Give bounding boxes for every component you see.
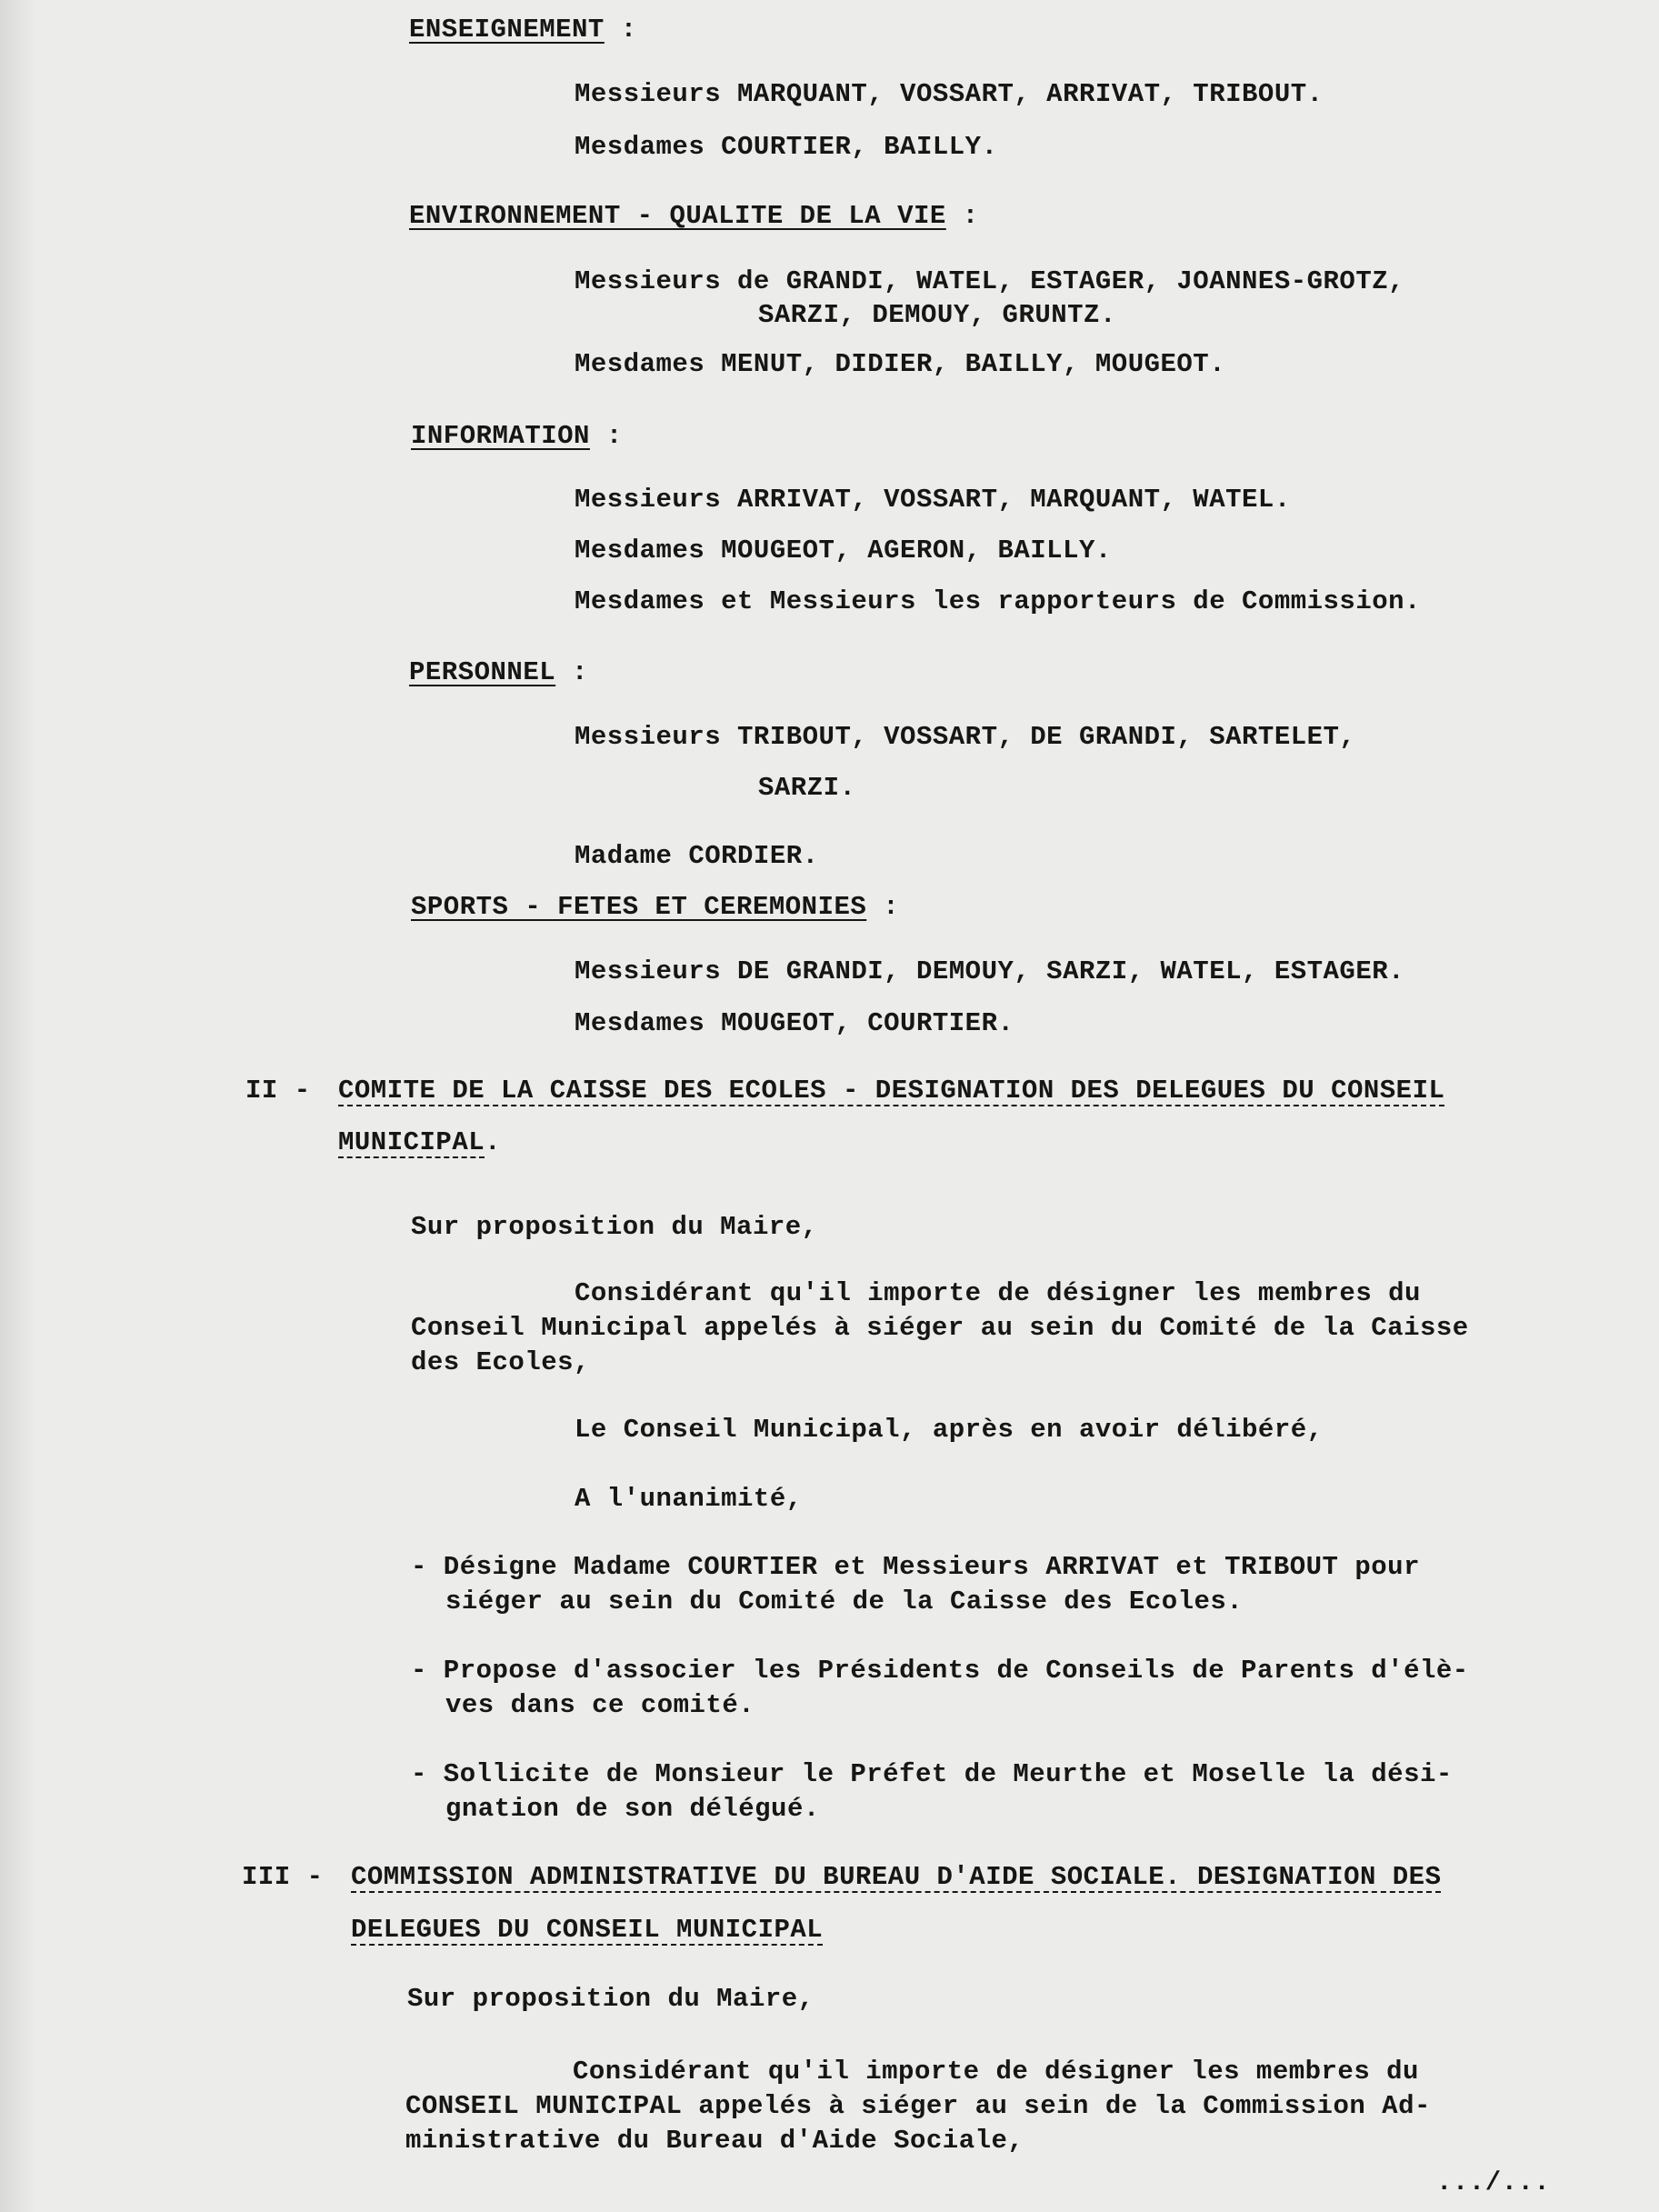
section-iii-title-line1: COMMISSION ADMINISTRATIVE DU BUREAU D'AIDE SOCIALE. DESIGNATION DES <box>351 1862 1442 1892</box>
heading-sports: SPORTS - FETES ET CEREMONIES : <box>411 892 900 922</box>
section-ii-item-2a: - Propose d'associer les Présidents de Conseils de Parents d'élè- <box>411 1656 1469 1686</box>
section-ii-title-line2: MUNICIPAL. <box>338 1127 502 1157</box>
heading-enseignement: ENSEIGNEMENT : <box>409 15 637 45</box>
sports-mesdames: Mesdames MOUGEOT, COURTIER. <box>575 1008 1014 1038</box>
section-ii-item-3a: - Sollicite de Monsieur le Préfet de Meurthe et Moselle la dési- <box>411 1759 1453 1789</box>
section-iii-considerant-2: CONSEIL MUNICIPAL appelés à siéger au sein de la Commission Ad- <box>405 2091 1431 2121</box>
section-ii-deliberation: Le Conseil Municipal, après en avoir délibéré, <box>575 1415 1324 1445</box>
personnel-messieurs-cont: SARZI. <box>758 773 856 803</box>
section-ii-title-line1: COMITE DE LA CAISSE DES ECOLES - DESIGNATION DES DELEGUES DU CONSEIL <box>338 1076 1445 1106</box>
section-ii-considerant-2: Conseil Municipal appelés à siéger au sein du Comité de la Caisse <box>411 1313 1469 1343</box>
section-ii-proposal: Sur proposition du Maire, <box>411 1212 818 1242</box>
environnement-messieurs: Messieurs de GRANDI, WATEL, ESTAGER, JOANNES-GROTZ, <box>575 266 1405 296</box>
section-ii-considerant-3: des Ecoles, <box>411 1347 590 1377</box>
section-iii-considerant-1: Considérant qu'il importe de désigner les membres du <box>573 2057 1419 2087</box>
section-ii-item-1b: siéger au sein du Comité de la Caisse des Ecoles. <box>445 1586 1244 1616</box>
continuation-marker: .../... <box>1436 2167 1551 2197</box>
section-ii-item-3b: gnation de son délégué. <box>445 1794 820 1824</box>
information-mesdames: Mesdames MOUGEOT, AGERON, BAILLY. <box>575 535 1112 566</box>
section-iii-considerant-3: ministrative du Bureau d'Aide Sociale, <box>405 2126 1024 2156</box>
section-iii-proposal: Sur proposition du Maire, <box>407 1984 815 2014</box>
heading-information: INFORMATION : <box>411 421 623 451</box>
section-iii-title-line2: DELEGUES DU CONSEIL MUNICIPAL <box>351 1915 824 1945</box>
heading-environnement: ENVIRONNEMENT - QUALITE DE LA VIE : <box>409 201 979 231</box>
section-ii-item-1a: - Désigne Madame COURTIER et Messieurs ARRIVAT et TRIBOUT pour <box>411 1552 1420 1582</box>
personnel-madame: Madame CORDIER. <box>575 841 819 871</box>
page-edge-shadow <box>0 0 36 2212</box>
environnement-mesdames: Mesdames MENUT, DIDIER, BAILLY, MOUGEOT. <box>575 349 1226 379</box>
enseignement-mesdames: Mesdames COURTIER, BAILLY. <box>575 132 998 162</box>
section-ii-considerant-1: Considérant qu'il importe de désigner les membres du <box>575 1278 1421 1308</box>
information-messieurs: Messieurs ARRIVAT, VOSSART, MARQUANT, WATEL. <box>575 485 1291 515</box>
information-rapporteurs: Mesdames et Messieurs les rapporteurs de Commission. <box>575 586 1421 616</box>
section-ii-item-2b: ves dans ce comité. <box>445 1690 755 1720</box>
environnement-messieurs-cont: SARZI, DEMOUY, GRUNTZ. <box>758 300 1116 330</box>
section-iii-number: III - <box>242 1862 324 1892</box>
sports-messieurs: Messieurs DE GRANDI, DEMOUY, SARZI, WATEL, ESTAGER. <box>575 956 1405 986</box>
heading-personnel: PERSONNEL : <box>409 657 588 687</box>
section-ii-unanimity: A l'unanimité, <box>575 1484 803 1514</box>
personnel-messieurs: Messieurs TRIBOUT, VOSSART, DE GRANDI, SARTELET, <box>575 722 1356 752</box>
section-ii-number: II - <box>245 1076 311 1106</box>
enseignement-messieurs: Messieurs MARQUANT, VOSSART, ARRIVAT, TRIBOUT. <box>575 79 1324 109</box>
